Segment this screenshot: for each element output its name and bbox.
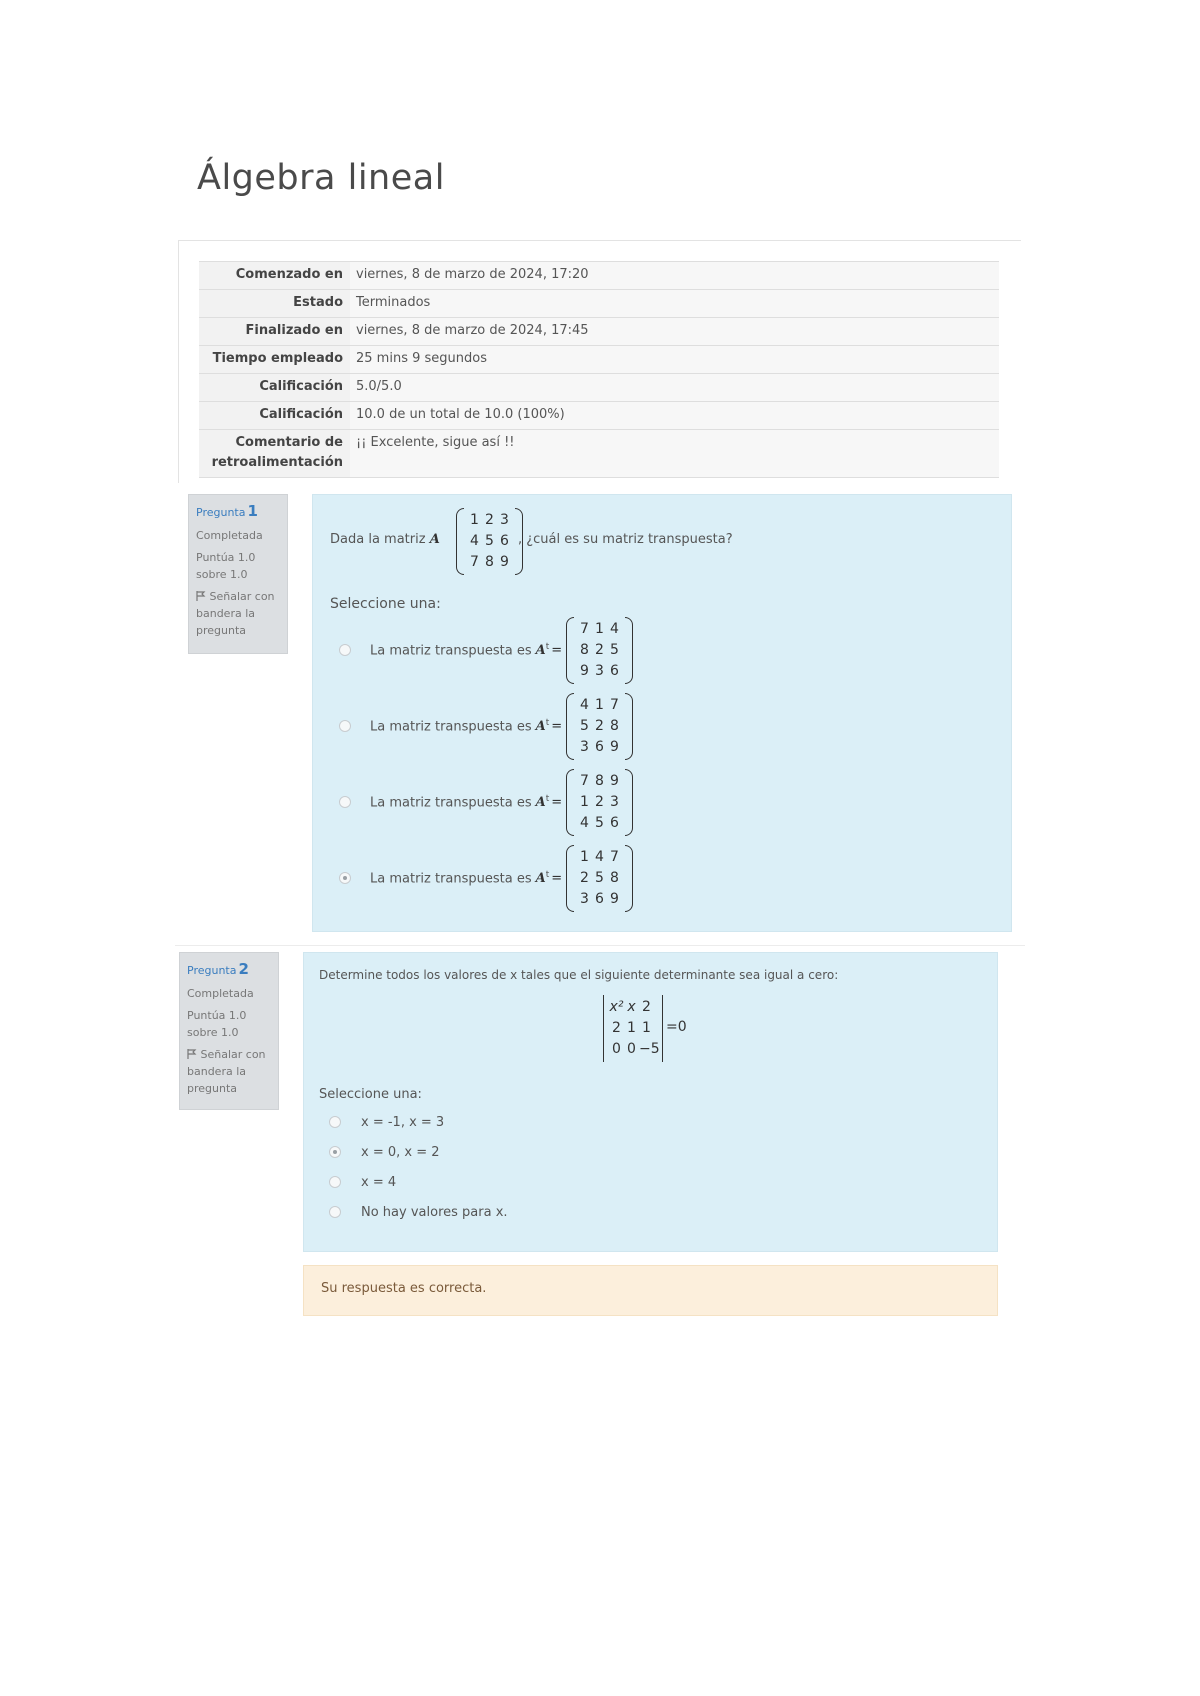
matrix-grid [609,997,660,1060]
radio-button[interactable] [339,644,351,656]
page-title: Álgebra lineal [197,158,445,198]
question-state: Completada [196,529,263,542]
question-grade: Puntúa 1.0 sobre 1.0 [196,551,256,581]
matrix-cell: 1 [580,794,589,810]
matrix-cell: 5 [580,718,589,734]
option-label[interactable]: La matriz transpuesta es $A^t$ = [370,794,563,811]
matrix-cell: 8 [610,718,619,734]
radio-button[interactable] [339,796,351,808]
matrix-cell: 5 [595,870,604,886]
summary-label: Finalizado en [199,318,350,346]
summary-value: viernes, 8 de marzo de 2024, 17:20 [350,262,999,290]
matrix-cell: 5 [610,642,619,658]
matrix-cell: 4 [610,621,619,637]
matrix-cell: 2 [595,642,604,658]
matrix-cell: 7 [610,697,619,713]
matrix-cell: 6 [610,815,619,831]
matrix-cell: 9 [500,554,509,570]
summary-label: Calificación [199,402,350,430]
summary-label: Comenzado en [199,262,350,290]
option-label[interactable]: x = -1, x = 3 [361,1115,445,1130]
question-2-content [303,952,998,1252]
question-stem-end: , ¿cuál es su matriz transpuesta? [518,532,733,547]
flag-icon [187,1049,197,1059]
matrix-cell: −5 [639,1041,660,1057]
summary-row [199,290,999,318]
matrix-right-paren [625,693,633,760]
matrix-left-paren [566,693,574,760]
matrix-cell: 2 [595,794,604,810]
matrix-cell: 4 [580,697,589,713]
matrix-grid [467,510,512,573]
matrix-grid [577,619,622,682]
summary-row [199,318,999,346]
matrix-cell: 3 [580,739,589,755]
determinant-rhs: =0 [666,1019,687,1035]
summary-row [199,430,999,478]
matrix-cell: 6 [595,739,604,755]
radio-button[interactable] [339,720,351,732]
matrix-cell: 2 [595,718,604,734]
matrix-cell: 1 [595,621,604,637]
matrix-cell: 4 [580,815,589,831]
question-2-info [179,952,279,1110]
matrix-cell: 4 [595,849,604,865]
select-prompt: Seleccione una: [319,1087,422,1102]
matrix-cell: 3 [580,891,589,907]
matrix-cell: 1 [470,512,479,528]
matrix-cell: 7 [580,621,589,637]
summary-row [199,374,999,402]
matrix-cell: 9 [580,663,589,679]
summary-row [199,262,999,290]
matrix-cell: 9 [610,739,619,755]
matrix-cell: 1 [642,1020,651,1036]
matrix-cell: 1 [627,1020,636,1036]
flag-question-link[interactable]: Señalar con bandera la pregunta [196,590,275,637]
matrix-cell: 9 [610,773,619,789]
matrix-cell: 5 [485,533,494,549]
summary-row [199,402,999,430]
question-state: Completada [187,987,254,1000]
question-number: Pregunta 2 [187,960,249,978]
matrix-grid [577,847,622,910]
radio-button[interactable] [329,1116,341,1128]
matrix-cell: 3 [500,512,509,528]
summary-value: 5.0/5.0 [350,374,999,402]
matrix-cell: 8 [595,773,604,789]
matrix-cell: 3 [595,663,604,679]
question-stem: Dada la matriz A [330,532,440,547]
question-stem: Determine todos los valores de x tales que el siguiente determinante sea igual a cero: [319,968,839,982]
matrix-grid [577,695,622,758]
matrix-cell: 1 [580,849,589,865]
question-1-info [188,494,288,654]
matrix-right-paren [625,769,633,836]
matrix-cell: 0 [627,1041,636,1057]
question-separator [175,945,1025,946]
matrix-left-paren [566,769,574,836]
option-label[interactable]: La matriz transpuesta es $A^t$ = [370,870,563,887]
matrix-cell: 6 [595,891,604,907]
determinant-bar-left [603,995,604,1062]
option-label[interactable]: No hay valores para x. [361,1205,508,1220]
matrix-cell: 7 [610,849,619,865]
matrix-cell: 2 [612,1020,621,1036]
summary-value: ¡¡ Excelente, sigue así !! [350,430,999,478]
summary-label: Calificación [199,374,350,402]
option-label[interactable]: La matriz transpuesta es $A^t$ = [370,642,563,659]
matrix-cell: 5 [595,815,604,831]
summary-value: 25 mins 9 segundos [350,346,999,374]
summary-row [199,346,999,374]
feedback-message: Su respuesta es correcta. [303,1265,998,1316]
matrix-name: A [429,532,440,547]
option-label[interactable]: La matriz transpuesta es $A^t$ = [370,718,563,735]
matrix-cell: 4 [470,533,479,549]
summary-label: Tiempo empleado [199,346,350,374]
matrix-grid [577,771,622,834]
flag-question-link[interactable]: Señalar con bandera la pregunta [187,1048,266,1095]
summary-label: Comentario de retroalimentación [199,430,350,478]
matrix-cell: 6 [610,663,619,679]
matrix-cell: 8 [485,554,494,570]
matrix-left-paren [566,845,574,912]
matrix-cell: 2 [485,512,494,528]
summary-table [199,261,999,478]
matrix-left-paren [456,508,464,575]
matrix-left-paren [566,617,574,684]
summary-label: Estado [199,290,350,318]
matrix-cell: 2 [642,999,651,1015]
question-number: Pregunta 1 [196,502,258,520]
summary-value: 10.0 de un total de 10.0 (100%) [350,402,999,430]
determinant-bar-right [662,995,663,1062]
matrix-right-paren [625,845,633,912]
matrix-cell: 1 [595,697,604,713]
flag-icon [196,591,206,601]
matrix-cell: 8 [580,642,589,658]
matrix-cell: 6 [500,533,509,549]
radio-button[interactable] [329,1206,341,1218]
attempt-summary [178,240,1021,483]
matrix-cell: 9 [610,891,619,907]
summary-value: Terminados [350,290,999,318]
radio-button[interactable] [329,1176,341,1188]
matrix-cell: 3 [610,794,619,810]
option-label[interactable]: x = 0, x = 2 [361,1145,440,1160]
matrix-cell: 0 [612,1041,621,1057]
matrix-cell: 7 [470,554,479,570]
summary-value: viernes, 8 de marzo de 2024, 17:45 [350,318,999,346]
matrix-cell: 8 [610,870,619,886]
question-1-content [312,494,1012,932]
option-label[interactable]: x = 4 [361,1175,397,1190]
select-prompt: Seleccione una: [330,596,441,612]
radio-button[interactable] [329,1146,341,1158]
matrix-cell: x² [609,999,624,1015]
matrix-cell: 7 [580,773,589,789]
radio-button[interactable] [339,872,351,884]
matrix-cell: x [627,999,636,1015]
matrix-right-paren [625,617,633,684]
matrix-cell: 2 [580,870,589,886]
question-grade: Puntúa 1.0 sobre 1.0 [187,1009,247,1039]
